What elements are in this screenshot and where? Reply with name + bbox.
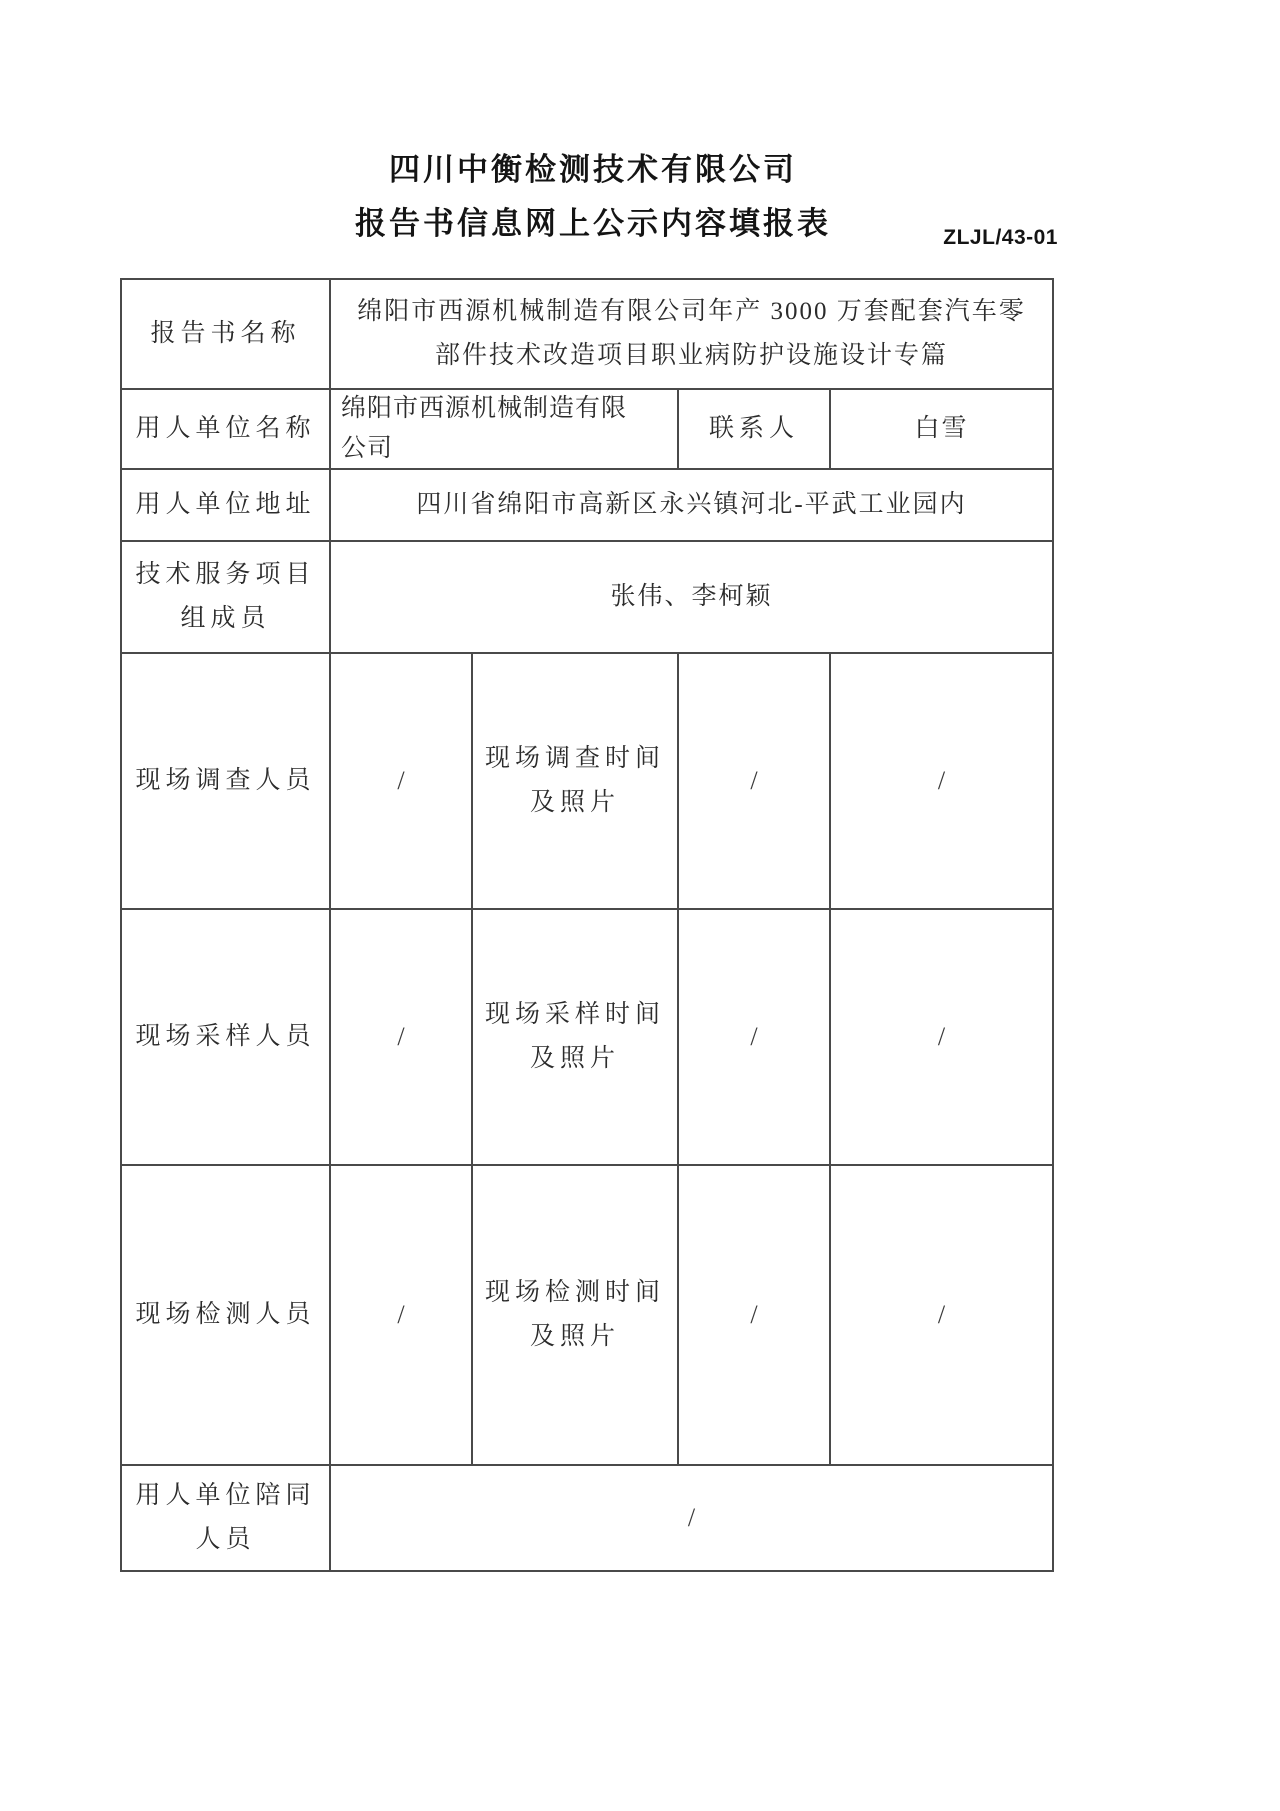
contact-label: 联系人 — [677, 388, 829, 468]
survey-time-photo-label-line2: 及照片 — [529, 789, 620, 816]
sampling-time-photo-label-line1: 现场采样时间 — [484, 1001, 665, 1028]
report-name-label: 报告书名称 — [120, 278, 329, 388]
survey-time-photo-label-line1: 现场调查时间 — [484, 745, 665, 772]
testing-time-value: / — [677, 1164, 829, 1464]
form-code: ZLJL/43-01 — [943, 226, 1058, 249]
form-title: 报告书信息网上公示内容填报表 — [355, 206, 831, 241]
employer-address-value: 四川省绵阳市高新区永兴镇河北-平武工业园内 — [329, 468, 1052, 540]
escort-personnel-label — [120, 1464, 329, 1570]
survey-personnel-value: / — [329, 652, 471, 908]
sampling-personnel-value: / — [329, 908, 471, 1164]
escort-personnel-label-line1: 用人单位陪同 — [135, 1482, 316, 1509]
survey-time-photo-label — [471, 652, 677, 908]
survey-photo-value: / — [829, 652, 1052, 908]
report-name-value — [329, 278, 1052, 388]
sampling-time-photo-label-line2: 及照片 — [529, 1045, 620, 1072]
employer-name-value-line1: 绵阳市西源机械制造有限 — [341, 395, 628, 422]
sampling-photo-value: / — [829, 908, 1052, 1164]
sampling-personnel-label: 现场采样人员 — [120, 908, 329, 1164]
employer-address-label: 用人单位地址 — [120, 468, 329, 540]
project-team-value: 张伟、李柯颖 — [329, 540, 1052, 652]
escort-personnel-value: / — [329, 1464, 1052, 1570]
testing-time-photo-label-line2: 及照片 — [529, 1323, 620, 1350]
employer-name-value-line2: 公司 — [341, 435, 394, 462]
testing-time-photo-label-line1: 现场检测时间 — [484, 1279, 665, 1306]
project-team-label — [120, 540, 329, 652]
company-title: 四川中衡检测技术有限公司 — [389, 152, 797, 187]
employer-name-label: 用人单位名称 — [120, 388, 329, 468]
report-name-value-line1: 绵阳市西源机械制造有限公司年产 3000 万套配套汽车零 — [357, 298, 1026, 325]
testing-photo-value: / — [829, 1164, 1052, 1464]
subtitle-row — [126, 202, 1060, 249]
title-block — [126, 150, 1060, 249]
publicity-form-table — [120, 278, 1054, 1572]
contact-value: 白雪 — [829, 388, 1052, 468]
employer-name-value — [329, 388, 677, 468]
project-team-label-line1: 技术服务项目 — [135, 561, 316, 588]
escort-personnel-label-line2: 人员 — [195, 1526, 256, 1553]
report-name-value-line2: 部件技术改造项目职业病防护设施设计专篇 — [434, 342, 948, 369]
testing-time-photo-label — [471, 1164, 677, 1464]
project-team-label-line2: 组成员 — [180, 605, 271, 632]
sampling-time-value: / — [677, 908, 829, 1164]
survey-personnel-label: 现场调查人员 — [120, 652, 329, 908]
survey-time-value: / — [677, 652, 829, 908]
sampling-time-photo-label — [471, 908, 677, 1164]
testing-personnel-value: / — [329, 1164, 471, 1464]
testing-personnel-label: 现场检测人员 — [120, 1164, 329, 1464]
